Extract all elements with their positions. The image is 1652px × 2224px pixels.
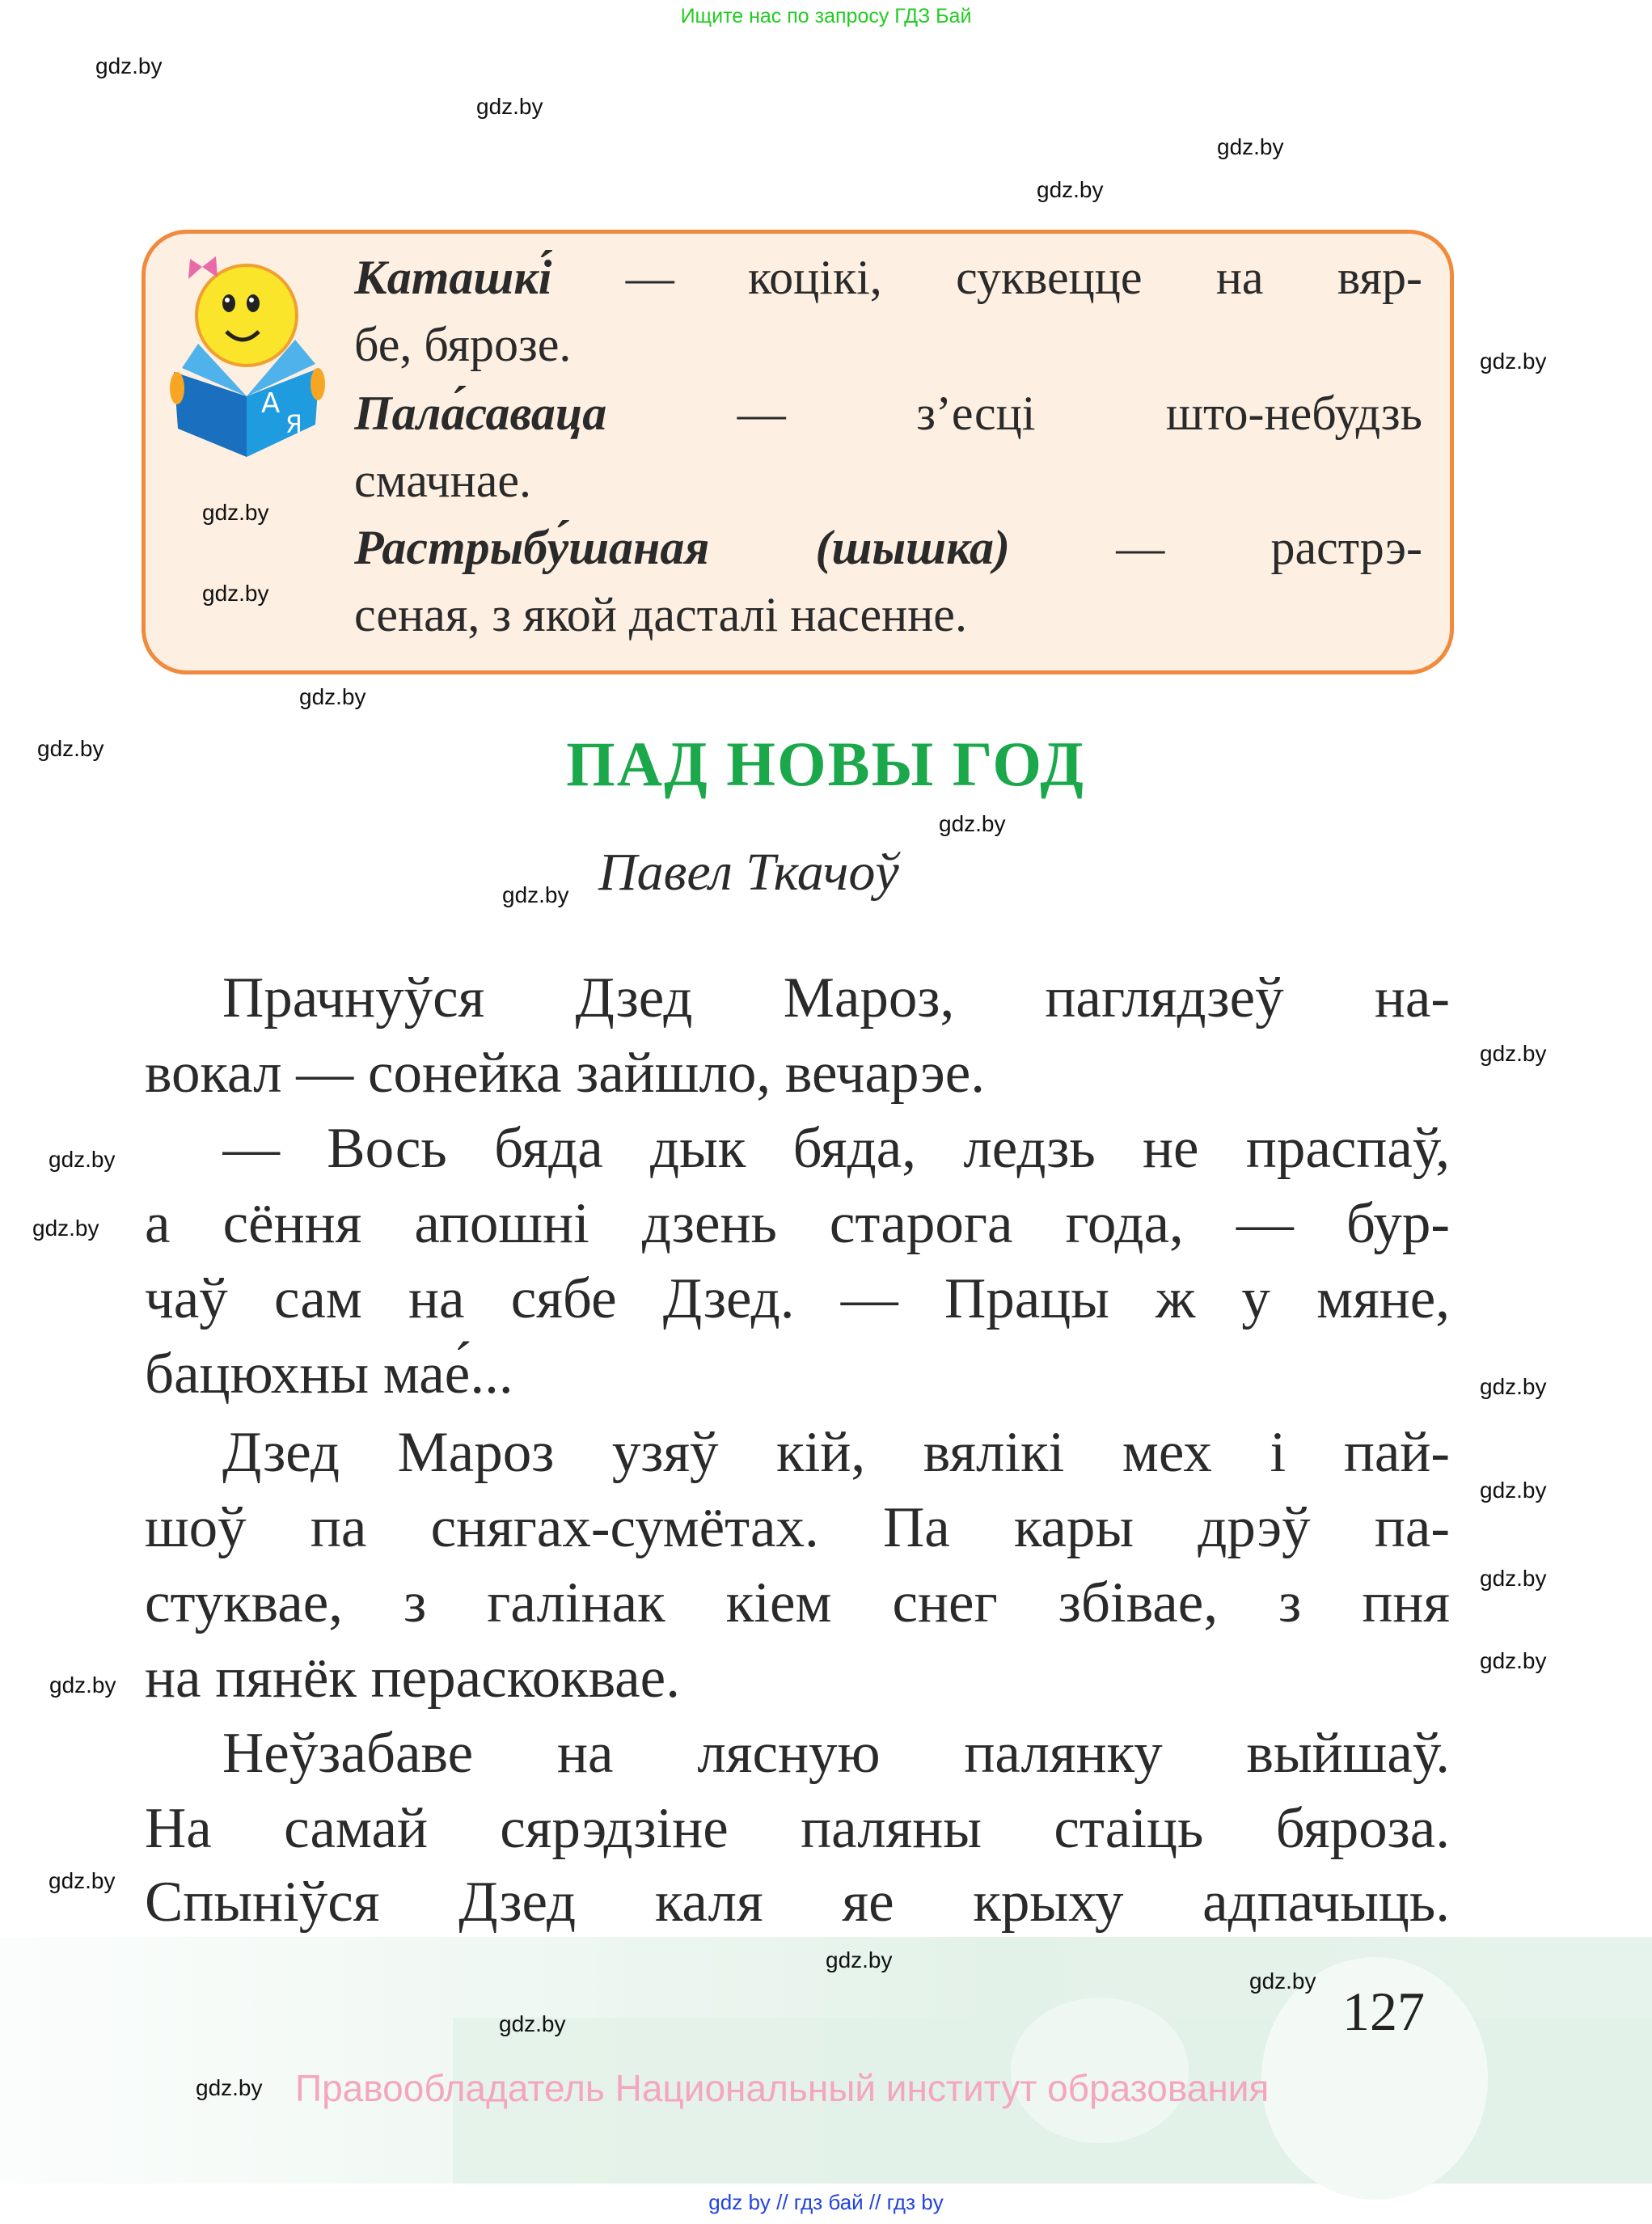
story-line: стуквае, з галінак кіем снег збівае, з пня [145,1571,1450,1634]
book-letter-ya: Я [285,411,302,439]
watermark: gdz.by [1217,134,1284,159]
watermark: gdz.by [1480,349,1547,374]
watermark: gdz.by [476,94,543,119]
page-number: 127 [1342,1981,1425,2042]
glossary-definition: — коцікі, суквецце на вяр- [551,251,1422,304]
glossary-term: Растрыбу́шаная (шышка) [354,521,1011,574]
story-line: а сёння апошні дзень старога года, — бур- [145,1192,1450,1255]
watermark: gdz.by [299,684,366,709]
glossary-line [354,447,1422,514]
glossary-line [354,244,1422,311]
glossary-line [354,380,1422,446]
story-line: шоў па снягах-сумётах. Па кары дрэў па- [145,1496,1450,1559]
story-line: — Вось бяда дык бяда, ледзь не праспаў, [222,1117,1450,1180]
glossary-definition: смачнае. [354,454,531,507]
watermark: gdz.by [939,811,1006,836]
watermark: gdz.by [499,2011,566,2036]
watermark: gdz.by [37,736,104,761]
watermark: gdz.by [502,882,569,907]
story-line: Спыніўся Дзед каля яе крыху адпачыць. [145,1871,1450,1934]
story-line: Неўзабаве на лясную палянку выйшаў. [222,1722,1450,1785]
story-line: бацюхны мае́... [145,1342,513,1406]
story-line: На самай сярэдзіне паляны стаіць бяроза. [145,1797,1450,1860]
book-letter-a: А [261,387,281,420]
story-line: на пянёк пераскоквае. [145,1647,680,1710]
watermark: gdz.by [1249,1968,1316,1994]
glossary-definition: — растрэ- [1010,521,1422,574]
watermark: gdz.by [826,1947,893,1972]
glossary-definition: бе, бярозе. [354,318,572,371]
watermark: gdz.by [202,500,269,525]
watermark: gdz.by [49,1868,116,1893]
watermark: gdz.by [196,2075,263,2100]
watermark: gdz.by [49,1672,116,1698]
glossary-line [354,581,1422,648]
watermark: gdz.by [49,1147,116,1172]
glossary-definition: сеная, з якой дасталі насенне. [354,588,967,641]
watermark: gdz.by [1037,177,1104,202]
story-line: Прачнуўся Дзед Мароз, паглядзеў на- [222,966,1450,1030]
smiley-reading-book-icon [166,255,327,465]
watermark: gdz.by [1480,1648,1547,1673]
watermark: gdz.by [32,1216,99,1241]
watermark: gdz.by [1480,1041,1547,1066]
search-hint[interactable]: Ищите нас по запросу ГДЗ Бай [680,5,972,27]
story-author: Павел Ткачоў [598,843,899,902]
story-line: вокал — сонейка зайшло, вечарэе. [145,1042,985,1105]
rights-holder-notice: Правообладатель Национальный институт образования [295,2067,1270,2109]
glossary-term: Каташкі́ [354,251,552,304]
story-line: чаў сам на сябе Дзед. — Працы ж у мяне, [145,1267,1450,1330]
glossary-term: Пала́саваца [354,387,607,440]
glossary-definition: — з’есці што-небудзь [606,387,1422,440]
watermark: gdz.by [1480,1478,1547,1503]
watermark: gdz.by [1480,1374,1547,1399]
watermark: gdz.by [1480,1566,1547,1591]
story-title: ПАД НОВЫ ГОД [566,729,1085,799]
site-links[interactable]: gdz by // гдз бай // гдз by [708,2190,944,2214]
watermark: gdz.by [95,53,163,78]
glossary-line [354,311,1422,378]
watermark: gdz.by [202,581,269,606]
glossary-line [354,514,1422,581]
story-line: Дзед Мароз узяў кій, вялікі мех і пай- [222,1421,1450,1484]
